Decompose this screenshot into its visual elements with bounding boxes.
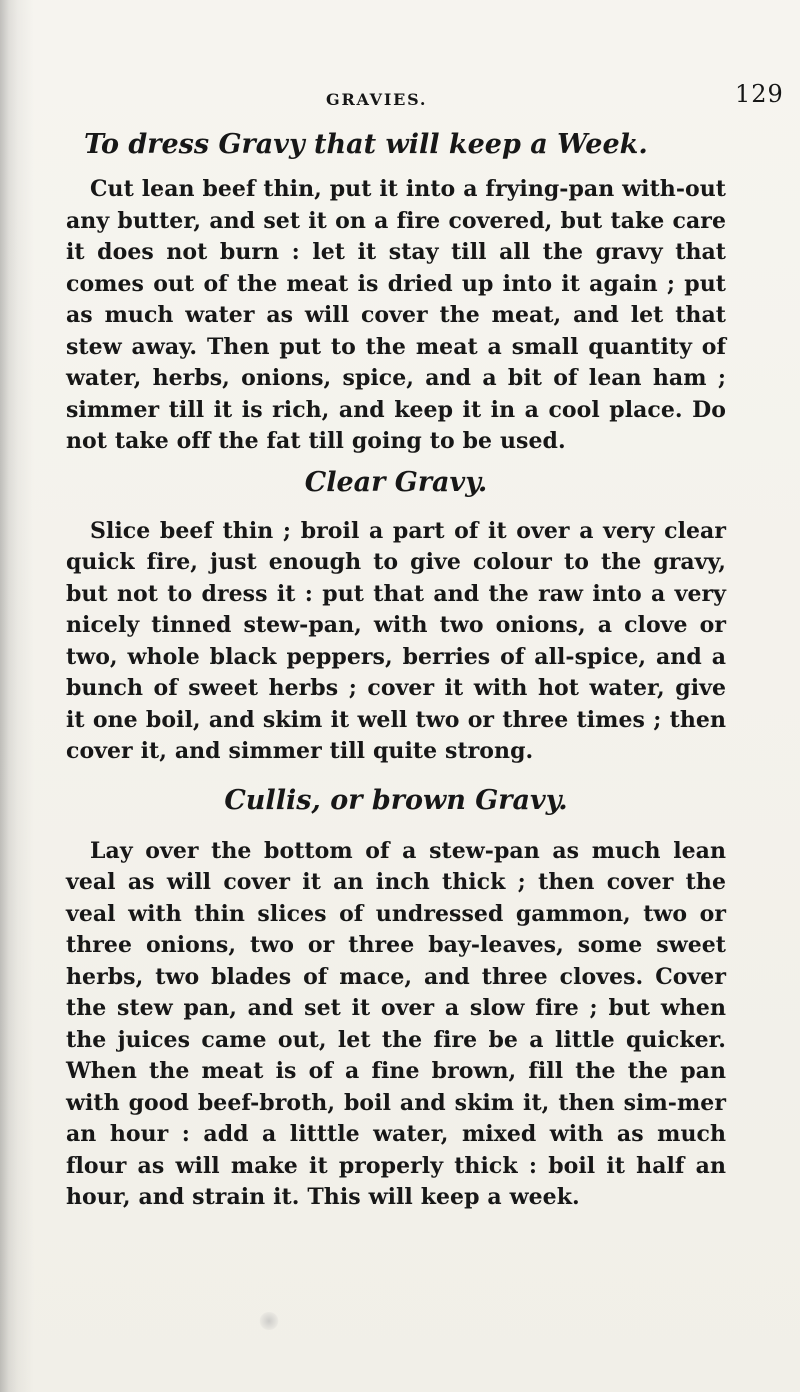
recipe-week-gravy [66,126,726,458]
recipe-body: Lay over the bottom of a stew-pan as much lean veal as will cover it an inch thick ; then cover the veal with thin slices of undressed gammon, two or three onions, two or three bay-leaves, some sweet herbs, two blades of mace, and three cloves. Cover the stew pan, and set it over a slow fire ; but when the juices came out, let the fire be a little quicker. When the meat is of a fine brown, fill the the pan with good beef-broth, boil and skim it, then sim-mer an hour : add a litttle water, mixed with as much flour as will make it properly thick : boil it half an hour, and strain it. This will keep a week. [66,837,726,1210]
recipe-title: To dress Gravy that will keep a Week. [84,129,648,160]
paper-smudge [259,1312,279,1330]
page-number: 129 [735,80,784,108]
recipe-clear-gravy [66,464,726,768]
recipe-title: Clear Gravy. [304,466,488,498]
binding-gutter-shadow [0,0,18,1392]
recipe-title: Cullis, or brown Gravy. [224,784,568,816]
page-header [0,78,800,118]
recipe-body: Cut lean beef thin, put it into a frying-pan with-out any butter, and set it on a fire covered, but take care it does not burn : let it stay till all the gravy that comes out of the meat is dried up into it again ; put as much water as will cover the meat, and let that stew away. Then put to the meat a small quantity of water, herbs, onions, spice, and a bit of lean ham ; simmer till it is rich, and keep it in a cool place. Do not take off the fat till going to be used. [66,176,726,454]
running-title: GRAVIES. [326,90,428,109]
page-content [66,126,726,1214]
recipe-cullis-brown-gravy [66,782,726,1214]
recipe-body: Slice beef thin ; broil a part of it over a very clear quick fire, just enough to give colour to the gravy, but not to dress it : put that and the raw into a very nicely tinned stew-pan, with two onions, a clove or two, whole black peppers, berries of all-spice, and a bunch of sweet herbs ; cover it with hot water, give it one boil, and skim it well two or three times ; then cover it, and simmer till quite strong. [66,517,726,764]
